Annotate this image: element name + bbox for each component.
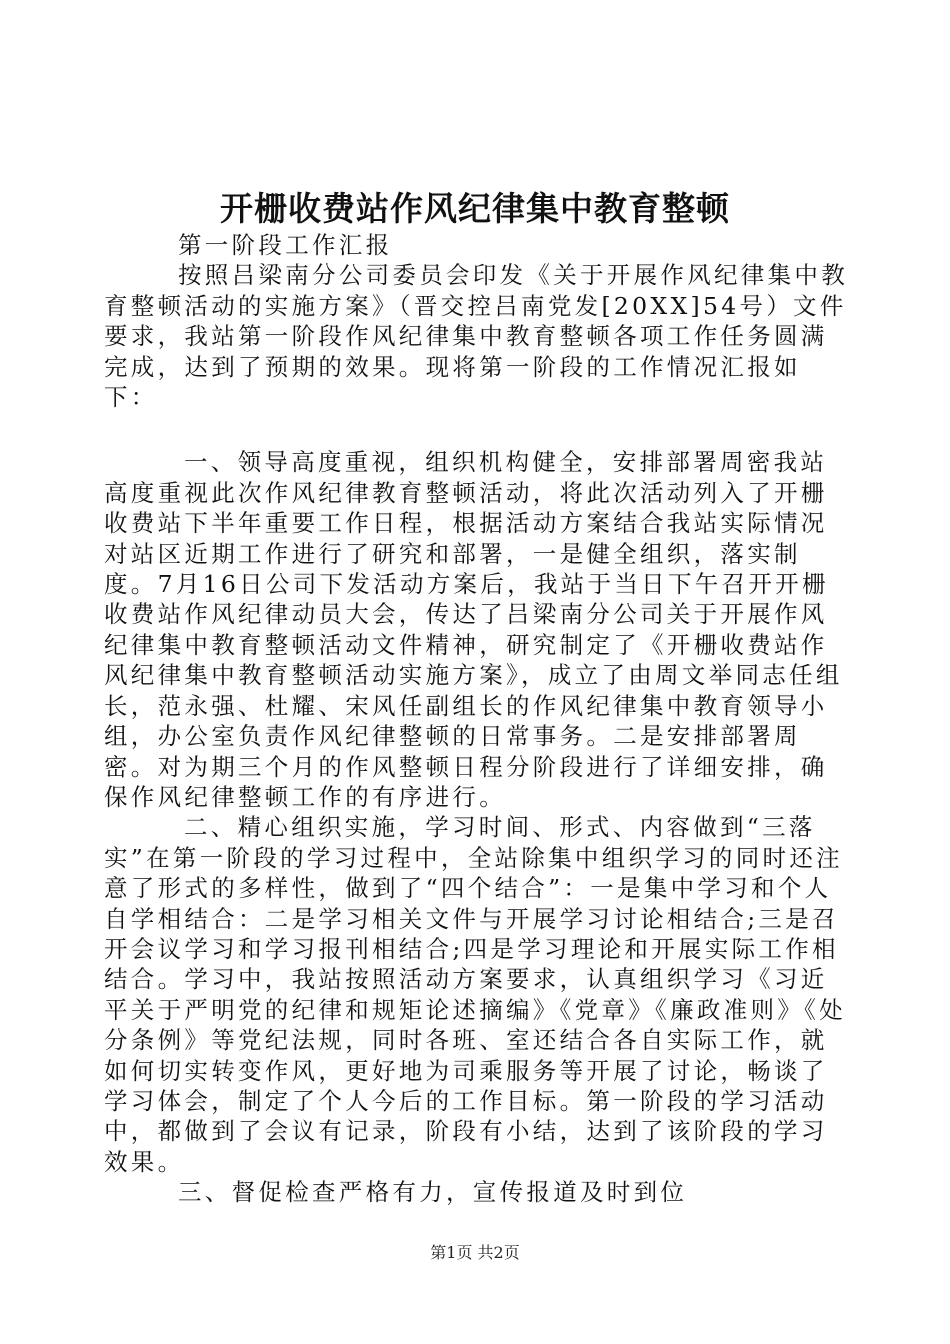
document-title: 开栅收费站作风纪律集中教育整顿 [220,189,730,228]
section-three-heading: 三、督促检查严格有力，宣传报道及时到位 [178,1178,688,1207]
section-subtitle: 第一阶段工作汇报 [178,231,393,259]
intro-paragraph: 按照吕梁南分公司委员会印发《关于开展作风纪律集中教育整顿活动的实施方案》（晋交控吕南党发[20XX]54号）文件要求，我站第一阶段作风纪律集中教育整顿各项工作任务圆满完成，达到了预期的效果。现将第一阶段的工作情况汇报如下： [104,261,848,412]
section-one-paragraph: 一、领导高度重视，组织机构健全，安排部署周密我站高度重视此次作风纪律教育整顿活动，将此次活动列入了开栅收费站下半年重要工作日程，根据活动方案结合我站实际情况对站区近期工作进行了研究和部署，一是健全组织，落实制度。7月16日公司下发活动方案后，我站于当日下午召开开栅收费站作风纪律动员大会，传达了吕梁南分公司关于开展作风纪律集中教育整顿活动文件精神，研究制定了《开栅收费站作风纪律集中教育整顿活动实施方案》，成立了由周文举同志任组长，范永强、杜耀、宋风任副组长的作风纪律集中教育领导小组，办公室负责作风纪律整顿的日常事务。二是安排部署周密。对为期三个月的作风整顿日程分阶段进行了详细安排，确保作风纪律整顿工作的有序进行。 [104,448,843,811]
page-number: 第1页 共2页 [430,1243,520,1262]
section-two-paragraph: 二、精心组织实施，学习时间、形式、内容做到“三落实”在第一阶段的学习过程中，全站除集中组织学习的同时还注意了形式的多样性，做到了“四个结合”：一是集中学习和个人自学相结合：二是学习相关文件与开展学习讨论相结合;三是召开会议学习和学习报刊相结合;四是学习理论和开展实际工作相结合。学习中，我站按照活动方案要求，认真组织学习《习近平关于严明党的纪律和规矩论述摘编》《党章》《廉政准则》《处分条例》等党纪法规，同时各班、室还结合各自实际工作，就如何切实转变作风，更好地为司乘服务等开展了讨论，畅谈了学习体会，制定了个人今后的工作目标。第一阶段的学习活动中，都做到了会议有记录，阶段有小结，达到了该阶段的学习效果。 [104,813,846,1176]
paragraph-gap [104,412,850,447]
document-body [104,230,850,1208]
